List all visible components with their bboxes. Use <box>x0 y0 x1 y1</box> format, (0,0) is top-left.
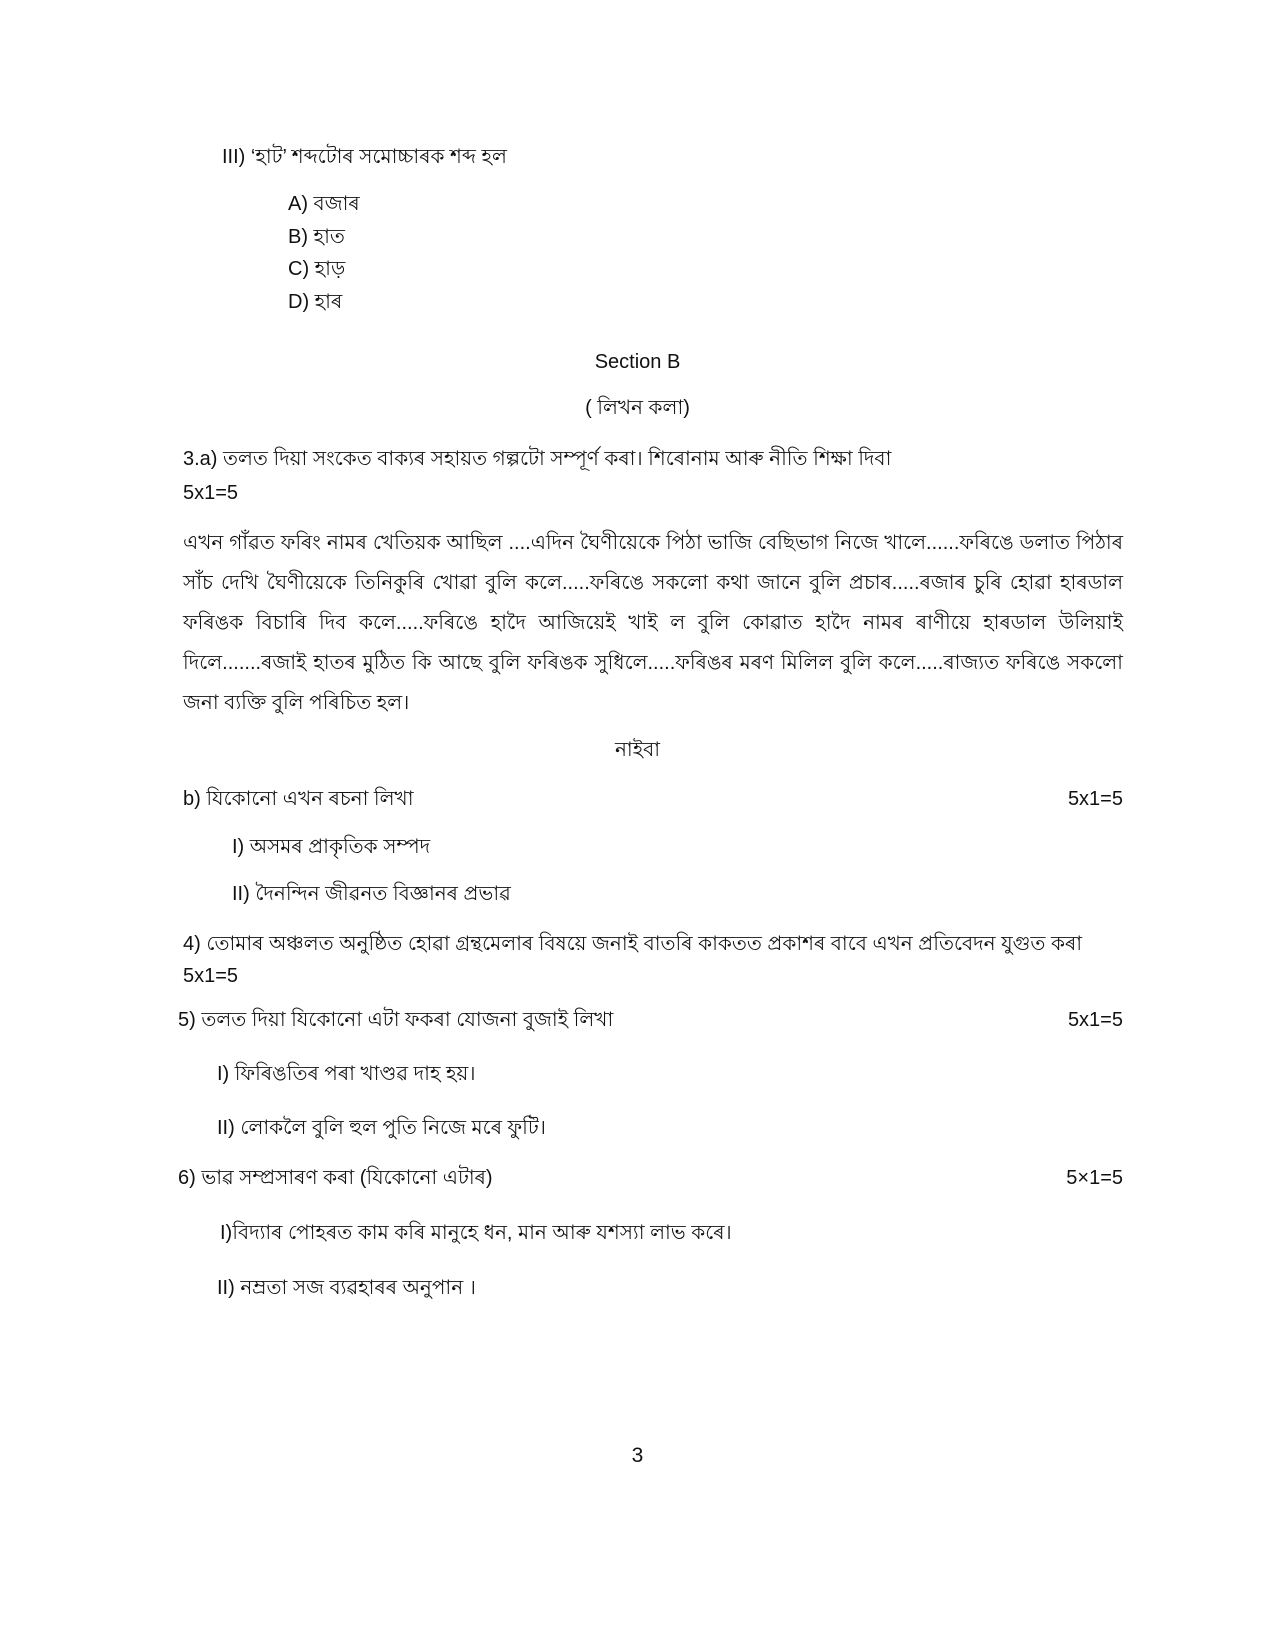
essay-topic-1: I) অসমৰ প্ৰাকৃতিক সম্পদ <box>232 836 431 858</box>
proverb-1: I) ফিৰিঙতিৰ পৰা খাণ্ডৱ দাহ হয়। <box>217 1063 476 1085</box>
option-c: C) হাড় <box>288 258 346 280</box>
question-3a-prompt: 3.a) তলত দিয়া সংকেত বাক্যৰ সহায়ত গল্পটো সম্পূৰ্ণ কৰা। শিৰোনাম আৰু নীতি শিক্ষা দিবা <box>183 448 892 470</box>
question-6-marks: 5×1=5 <box>1066 1167 1123 1189</box>
question-3b-prompt: b) যিকোনো এখন ৰচনা লিখা <box>183 788 414 810</box>
question-5-prompt: 5) তলত দিয়া যিকোনো এটা ফকৰা যোজনা বুজাই লিখা <box>178 1009 614 1031</box>
story-outline: এখন গাঁৱত ফৰিং নামৰ খেতিয়ক আছিল ....এদিন ঘৈণীয়েকে পিঠা ভাজি বেছিভাগ নিজে খালে......ফৰিঙে ডলাত পিঠাৰ সাঁচ দেখি ঘৈণীয়েকে তিনিকুৰি খোৱা বুলি কলে.....ফৰিঙে সকলো কথা জানে বুলি প্ৰচাৰ.....ৰজাৰ চুৰি হোৱা হাৰডাল ফৰিঙক বিচাৰি দিব কলে.....ফৰিঙে হাদৈ আজিয়েই খাই ল বুলি কোৱাত হাদৈ নামৰ ৰাণীয়ে হাৰডাল উলিয়াই দিলে.......ৰজাই হাতৰ মুঠিত কি আছে বুলি ফৰিঙক সুধিলে.....ফৰিঙৰ মৰণ মিলিল বুলি কলে.....ৰাজ্যত ফৰিঙে সকলো জনা ব্যক্তি বুলি পৰিচিত হল। <box>183 532 1123 714</box>
question-5-marks: 5x1=5 <box>1067 1009 1123 1031</box>
question-3b-marks: 5x1=5 <box>1067 788 1123 810</box>
question-2-iii-stem: III) ‘হাট’ শব্দটোৰ সমোচ্চাৰক শব্দ হল <box>222 146 507 168</box>
question-4-block <box>183 928 1123 992</box>
or-label: নাইবা <box>614 739 661 761</box>
question-3a-marks: 5x1=5 <box>183 482 239 504</box>
option-a: A) বজাৰ <box>288 193 360 215</box>
essay-topic-2: II) দৈনন্দিন জীৱনত বিজ্ঞানৰ প্ৰভাৱ <box>232 883 511 905</box>
expansion-topic-1: I)বিদ্যাৰ পোহৰত কাম কৰি মানুহে ধন, মান আৰু যশস্যা লাভ কৰে। <box>220 1222 732 1244</box>
question-6-prompt: 6) ভাৱ সম্প্ৰসাৰণ কৰা (যিকোনো এটাৰ) <box>178 1167 493 1189</box>
section-title: Section B <box>594 351 681 373</box>
section-subtitle: ( লিখন কলা) <box>585 397 690 419</box>
question-4-marks: 5x1=5 <box>183 965 239 987</box>
option-b: B) হাত <box>288 226 345 248</box>
question-3a-block <box>183 442 1123 510</box>
page-number: 3 <box>631 1444 644 1467</box>
expansion-topic-2: II) নম্ৰতা সজ ব্যৱহাৰৰ অনুপান । <box>217 1277 476 1299</box>
proverb-2: II) লোকলৈ বুলি হুল পুতি নিজে মৰে ফুটি। <box>217 1117 546 1139</box>
option-d: D) হাৰ <box>288 291 343 313</box>
question-4-prompt: 4) তোমাৰ অঞ্চলত অনুষ্ঠিত হোৱা গ্ৰন্থমেলাৰ বিষয়ে জনাই বাতৰি কাকতত প্ৰকাশৰ বাবে এখন প্ৰতিবেদন যুগুত কৰা <box>183 933 1083 955</box>
